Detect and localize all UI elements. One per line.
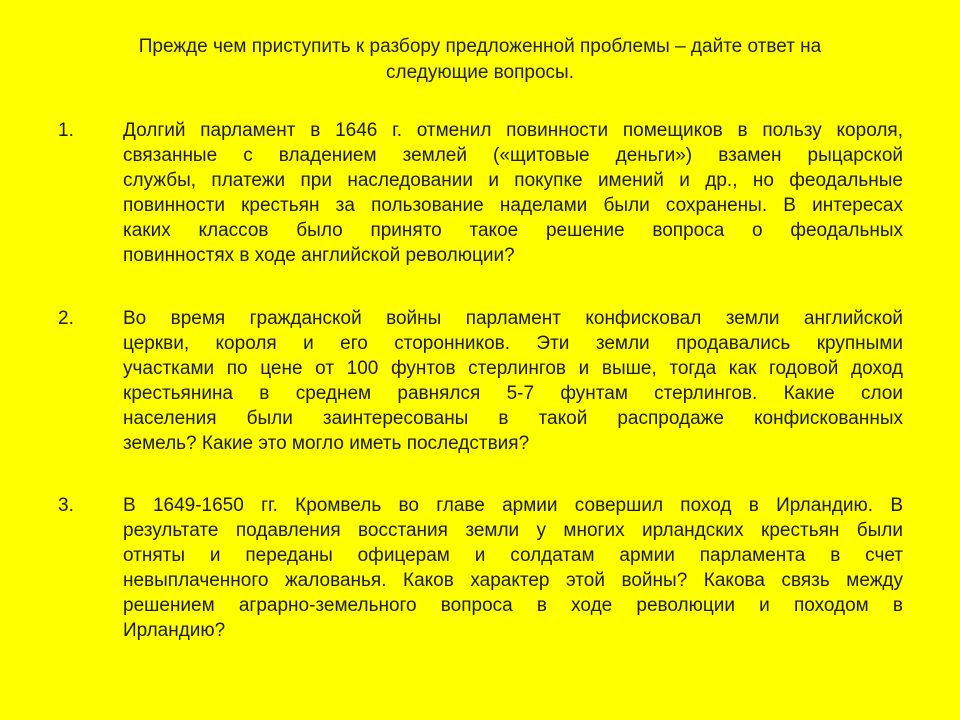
question-text: [123, 493, 903, 643]
intro-heading: [96, 34, 864, 86]
question-line: Ирландию?: [123, 620, 226, 641]
question-line: повинности крестьян за пользование наделами были сохранены. В интересах: [123, 195, 903, 216]
question-line: Долгий парламент в 1646 г. отменил повинности помещиков в пользу короля,: [123, 120, 903, 141]
question-line: Во время гражданской войны парламент конфисковал земли английской: [123, 308, 903, 329]
question-line: повинностях в ходе английской революции?: [123, 245, 515, 266]
question-number: 3.: [58, 495, 74, 516]
question-line: крестьянина в среднем равнялся 5-7 фунтам стерлингов. Какие слои: [123, 383, 903, 404]
question-line: участками по цене от 100 фунтов стерлингов и выше, тогда как годовой доход: [123, 358, 903, 379]
question-line: каких классов было принято такое решение вопроса о феодальных: [123, 220, 903, 241]
intro-line-1: Прежде чем приступить к разбору предложенной проблемы – дайте ответ на: [138, 36, 822, 57]
question-number: 1.: [58, 120, 74, 141]
question-line: результате подавления восстания земли у многих ирландских крестьян были: [123, 520, 903, 541]
question-line: отняты и переданы офицерам и солдатам армии парламента в счет: [123, 545, 903, 566]
question-line: В 1649-1650 гг. Кромвель во главе армии совершил поход в Ирландию. В: [123, 495, 903, 516]
question-line: населения были заинтересованы в такой распродаже конфискованных: [123, 408, 903, 429]
question-line: земель? Какие это могло иметь последствия?: [123, 433, 530, 454]
question-line: церкви, короля и его сторонников. Эти земли продавались крупными: [123, 333, 903, 354]
intro-line-2: следующие вопросы.: [386, 62, 574, 83]
question-text: [123, 306, 903, 456]
question-line: связанные с владением землей («щитовые деньги») взамен рыцарской: [123, 145, 903, 166]
question-number: 2.: [58, 308, 74, 329]
question-line: невыплаченного жалованья. Каков характер этой войны? Какова связь между: [123, 570, 903, 591]
question-text: [123, 118, 903, 268]
question-line: решением аграрно-земельного вопроса в ходе революции и походом в: [123, 595, 903, 616]
question-line: службы, платежи при наследовании и покупке имений и др., но феодальные: [123, 170, 903, 191]
